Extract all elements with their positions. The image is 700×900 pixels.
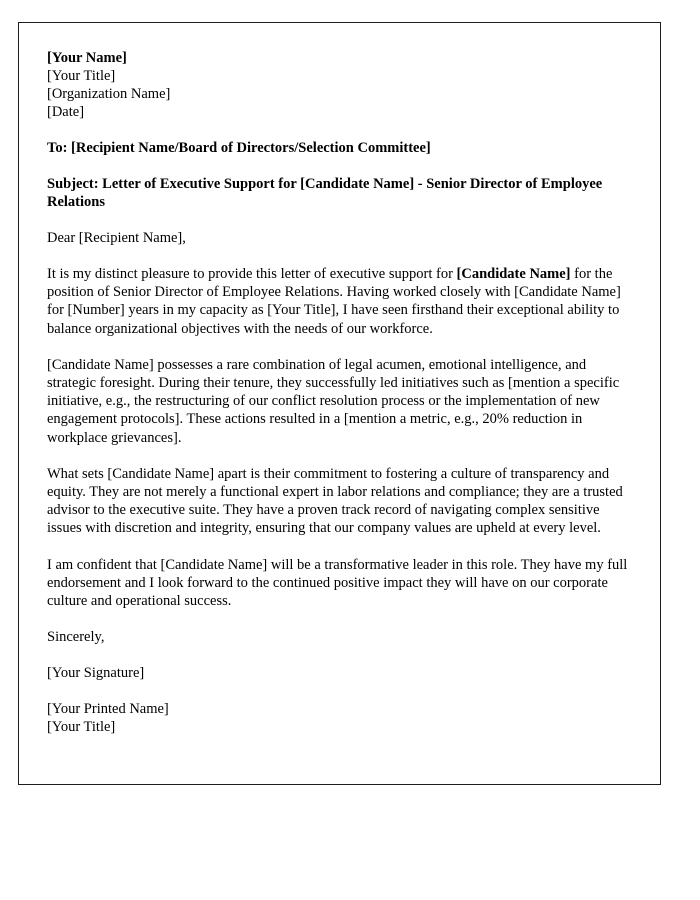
- body-paragraph: [Candidate Name] possesses a rare combination of legal acumen, emotional intelligence, and strategic foresight. During their tenure, they successfully led initiatives such as [mention a specific initiative, e.g., the restructuring of our conflict resolution process or the implementation of new engagement protocols]. These actions resulted in a [mention a metric, e.g., 20% reduction in workplace grievances].: [47, 356, 620, 446]
- signature-placeholder: [Your Signature]: [47, 665, 145, 682]
- letter-page: [18, 22, 661, 785]
- signer-title: [Your Title]: [47, 719, 116, 736]
- letterhead-sender-name: [Your Name]: [47, 50, 127, 66]
- signer-printed-name: [Your Printed Name]: [47, 701, 169, 718]
- letterhead-organization-name: [Organization Name]: [47, 86, 171, 102]
- body-paragraph: I am confident that [Candidate Name] will be a transformative leader in this role. They have my full endorsement and I look forward to the continued positive impact they will have on our corporate culture and operational success.: [47, 556, 628, 610]
- signer-block: [47, 700, 630, 736]
- letterhead-sender-title: [Your Title]: [47, 68, 116, 84]
- letterhead-date: [Date]: [47, 104, 85, 120]
- salutation: Dear [Recipient Name],: [47, 230, 186, 246]
- subject-line: Subject: Letter of Executive Support for [Candidate Name] - Senior Director of Employee Relations: [47, 176, 603, 210]
- recipient-line: To: [Recipient Name/Board of Directors/Selection Committee]: [47, 140, 431, 156]
- letterhead-block: [47, 49, 630, 121]
- body-paragraph: What sets [Candidate Name] apart is their commitment to fostering a culture of transparency and equity. They are not merely a functional expert in labor relations and compliance; they are a trusted advisor to the executive suite. They have a proven track record of navigating complex sensitive issues with discretion and integrity, ensuring that our company values are upheld at every level.: [47, 465, 623, 537]
- body-paragraph: It is my distinct pleasure to provide this letter of executive support for [Candidate Name] for the position of Senior Director of Employee Relations. Having worked closely with [Candidate Name] for [Number] years in my capacity as [Your Title], I have seen firsthand their exceptional ability to balance organizational objectives with the needs of our workforce.: [47, 266, 621, 337]
- closing-salutation: Sincerely,: [47, 629, 105, 646]
- letter-content: [19, 23, 660, 736]
